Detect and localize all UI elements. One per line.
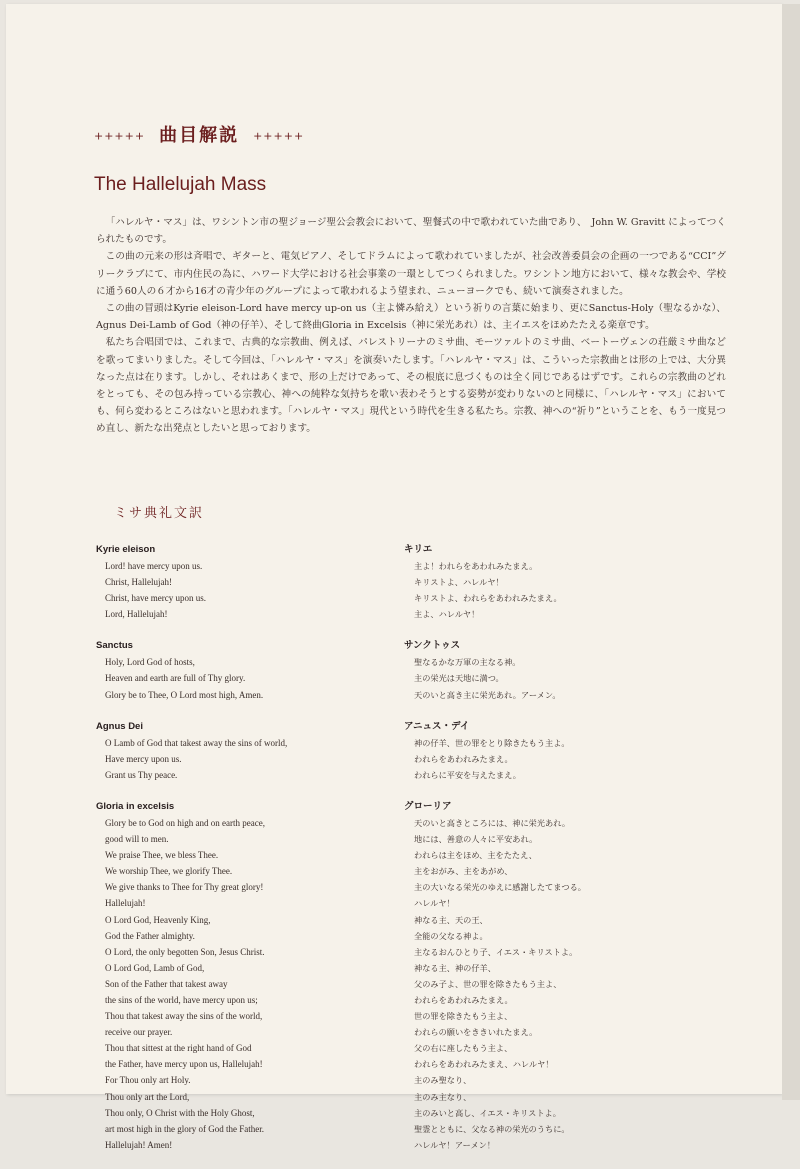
text-line: 主なるおんひとり子、イエス・キリストよ。 [414,946,578,957]
text-line: Lord! have mercy upon us. [105,561,203,571]
intro-paragraph: この曲の冒頭はKyrie eleison-Lord have mercy up-on us（主よ憐み給え）という祈りの言葉に始まり、更にSanctus-Holy（聖なるかな）、Agnus Dei-Lamb of God（神の仔羊）、そして終曲Gloria in Excelsis（神に栄光あれ）は、主イエスをほめたたえる楽章です。 [96,303,726,332]
page-edge [782,4,800,1100]
text-line: 父の右に座したもう主よ、 [414,1043,513,1054]
block-title: Kyrie eleison [96,544,156,555]
text-line: 天のいと高き主に栄光あれ。アーメン。 [414,689,561,700]
text-line: 神の仔羊、世の罪をとり除きたもう主よ。 [414,737,570,748]
block-title: アニュス・デイ [404,720,470,732]
intro-paragraph: 私たち合唱団では、これまで、古典的な宗教曲、例えば、パレストリーナのミサ曲、モーツァルトのミサ曲、ベートーヴェンの荘厳ミサ曲などを歌ってまいりました。そして今回は、「ハレルヤ・マス」を演奏いたします。「ハレルヤ・マス」は、こういった宗教曲とは形の上では、大分異なった点は在ります。しかし、それはあくまで、形の上だけであって、その根底に息づくものは全く同じであるはずです。これらの宗教曲のどれをとっても、その包み持っている宗教心、神への純粋な気持ちを歌い表わそうとする姿勢が変わりないのと同様に、「ハレルヤ・マス」においても、何ら変わるところはないと思われます。「ハレルヤ・マス」現代という時代を生きる私たち。宗教、神への“祈り”ということを、もう一度見つめ直し、新たな出発点としたいと思っております。 [96,337,726,435]
text-line: 聖霊とともに、父なる神の栄光のうちに。 [414,1123,570,1134]
text-line: We give thanks to Thee for Thy great glory! [105,882,264,893]
english-text-column [96,542,396,1169]
text-line: 主のみ聖なり、 [414,1075,472,1086]
intro-paragraph: この曲の元来の形は斉唱で、ギターと、電気ピアノ、そしてドラムによって歌われていましたが、社会改善委員会の企画の一つである“CCI”グリークラブにて、市内住民の為に、ハワード大学における社会事業の一環としてつくられました。ワシントン地方において、様々な教会や、学校に通う60人の６才から16才の青少年のグループによって歌われるよう望まれ、ニューヨークでも、続いて演奏されました。 [96,251,726,297]
text-line: Christ, Hallelujah! [105,577,172,588]
text-line: 主よ、ハレルヤ！ [414,609,480,620]
text-line: Thou that takest away the sins of the world, [105,1011,263,1022]
text-line: Thou only, O Christ with the Holy Ghost, [105,1107,255,1118]
text-line: 主よ！われらをあわれみたまえ。 [414,561,538,571]
sanctus-block-ja [404,638,704,702]
text-line: Holy, Lord God of hosts, [105,657,195,668]
text-line: 天のいと高きところには、神に栄光あれ。 [414,817,571,828]
text-line: Hallelujah! Amen! [105,1139,173,1150]
text-line: 父のみ子よ、世の罪を除きたもう主よ、 [414,978,562,989]
text-line: キリストよ、ハレルヤ！ [414,577,504,588]
text-line: 主のみいと高し、イエス・キリストよ。 [414,1107,561,1118]
block-title: Gloria in excelsis [96,800,175,812]
text-line: Heaven and earth are full of Thy glory. [105,673,246,684]
text-line: ハレルヤ！ [414,898,455,909]
heading-title: 曲目解説 [159,125,240,146]
block-title: Sanctus [96,640,133,652]
text-line: われらをあわれみたまえ。 [414,994,513,1005]
text-line: 主のみ主なり、 [414,1091,472,1102]
text-line: the sins of the world, have mercy upon us; [105,994,258,1005]
text-line: receive our prayer. [105,1027,173,1038]
text-line: Son of the Father that takest away [105,978,228,989]
block-title: Agnus Dei [96,720,143,732]
text-line: Lord, Hallelujah! [105,609,168,620]
text-line: われらは主をほめ、主をたたえ、 [414,850,537,861]
text-line: Glory be to Thee, O Lord most high, Amen. [105,689,264,700]
text-line: O Lord God, Lamb of God, [105,962,205,973]
section-heading [94,121,304,147]
text-line: O Lamb of God that takest away the sins of world, [105,737,288,748]
text-line: For Thou only art Holy. [105,1075,191,1086]
block-title: サンクトゥス [404,640,461,652]
block-title: キリエ [404,544,433,555]
text-line: God the Father almighty. [105,930,195,941]
text-line: Christ, have mercy upon us. [105,593,206,604]
text-line: われらに平安を与えたまえ。 [414,769,521,780]
text-line: 主をおがみ、主をあがめ、 [414,866,513,877]
text-line: Thou only art the Lord, [105,1091,190,1102]
block-title: グローリア [404,800,452,812]
text-line: Hallelujah! [105,898,146,909]
text-line: O Lord God, Heavenly King, [105,914,211,925]
text-line: O Lord, the only begotten Son, Jesus Christ. [105,946,265,957]
text-line: 全能の父なる神よ。 [414,930,488,941]
text-line: ハレルヤ！アーメン！ [414,1139,496,1150]
text-line: われらをあわれみたまえ。 [414,753,513,764]
text-line: キリストよ、われらをあわれみたまえ。 [414,593,562,604]
text-line: われらをあわれみたまえ、ハレルヤ！ [414,1059,554,1070]
text-line: Thou that sittest at the right hand of God [105,1043,252,1054]
text-line: We worship Thee, we glorify Thee. [105,866,233,877]
text-line: 世の罪を除きたもう主よ、 [414,1011,513,1022]
sanctus-block-en [96,638,396,702]
heading-ornament-left: +++++ [94,129,146,143]
text-line: art most high in the glory of God the Father. [105,1123,264,1134]
kyrie-block-ja [404,542,704,622]
japanese-text-column [404,542,704,1169]
text-line: the Father, have mercy upon us, Hallelujah! [105,1059,263,1070]
kyrie-block-en [96,542,396,622]
text-line: 主の栄光は天地に満つ。 [414,673,504,684]
agnus-block-en [96,719,396,783]
liturgy-heading: ミサ典礼文訳 [114,506,205,521]
text-line: Grant us Thy peace. [105,769,178,780]
agnus-block-ja [404,719,704,783]
page [6,4,782,1150]
text-line: 神なる主、神の仔羊、 [414,962,496,973]
intro-paragraph: 「ハレルヤ・マス」は、ワシントン市の聖ジョージ聖公会教会において、聖餐式の中で歌われていた曲であり、 John W. Gravitt によってつくられたものです。 [96,217,726,246]
heading-ornament-right: +++++ [253,129,305,143]
text-line: 主の大いなる栄光のゆえに感謝したてまつる。 [414,882,586,893]
text-line: 聖なるかな万軍の主なる神。 [414,657,521,668]
text-line: われらの願いをききいれたまえ。 [414,1027,538,1038]
text-line: 神なる主、天の王、 [414,914,488,925]
text-line: good will to men. [105,834,169,845]
text-line: We praise Thee, we bless Thee. [105,850,219,861]
text-line: Glory be to God on high and on earth peace, [105,817,265,828]
text-line: Have mercy upon us. [105,753,182,764]
text-line: 地には、善意の人々に平安あれ。 [414,834,538,845]
mass-title: The Hallelujah Mass [94,174,267,195]
intro-text [96,214,726,438]
